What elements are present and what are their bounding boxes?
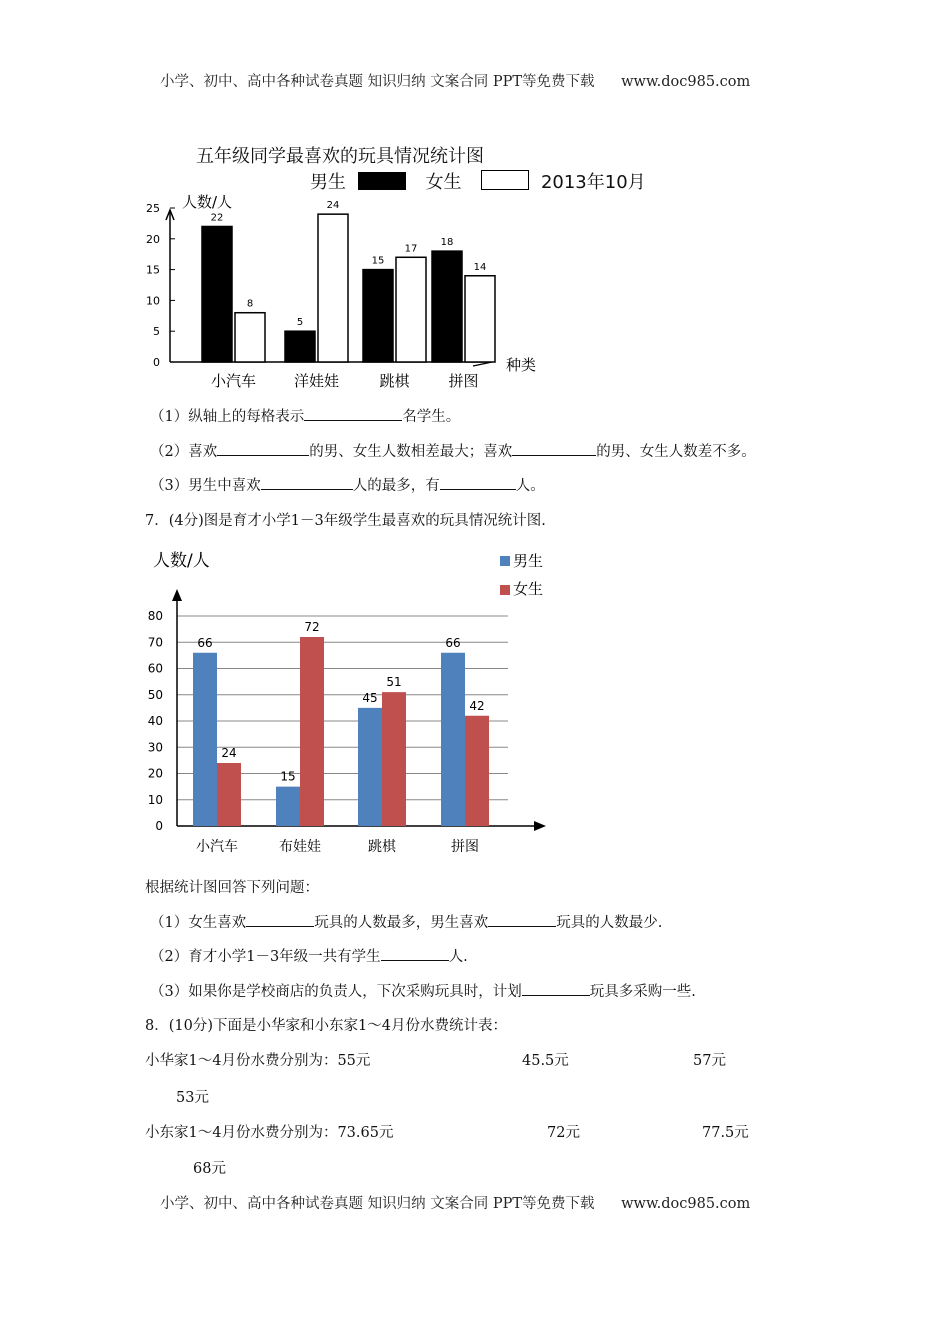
data-label: 24 [221, 746, 237, 760]
q6-part2 [150, 440, 756, 461]
y-tick-label: 15 [146, 263, 160, 277]
y-tick-label: 80 [147, 609, 163, 623]
bar [441, 653, 465, 826]
q6-p3-blank-2[interactable] [440, 475, 516, 490]
q8-xiaohua-v3: 57元 [693, 1053, 726, 1069]
bar [217, 763, 241, 826]
data-label: 66 [445, 635, 461, 650]
footer-text: 小学、初中、高中各种试卷真题 知识归纳 文案合同 PPT等免费下载 [160, 1196, 595, 1212]
category-label: 跳棋 [368, 839, 396, 855]
x-axis-label: 种类 [506, 356, 537, 374]
y-axis-arrow [172, 589, 182, 601]
y-tick-label: 5 [153, 325, 160, 339]
q7-p1-text-c: 玩具的人数最少. [556, 915, 663, 931]
q7-title: 7．(4分)图是育才小学1－3年级学生最喜欢的玩具情况统计图. [145, 513, 546, 529]
y-axis-label: 人数/人 [153, 551, 210, 571]
data-label: 15 [280, 769, 296, 784]
chart1-title: 五年级同学最喜欢的玩具情况统计图 [196, 146, 484, 167]
q7-p2-text-a: （2）育才小学1－3年级一共有学生 [150, 949, 381, 965]
y-tick-label: 0 [155, 819, 163, 833]
y-tick-label: 20 [147, 766, 163, 781]
legend-boys-swatch [500, 556, 510, 566]
category-label: 洋娃娃 [293, 372, 340, 390]
legend-girls-label: 女生 [513, 580, 544, 598]
q7-p1-blank-1[interactable] [246, 912, 314, 927]
q6-p1-text-a: （1）纵轴上的每格表示 [150, 409, 305, 425]
q7-p3-text-a: （3）如果你是学校商店的负责人，下次采购玩具时，计划 [150, 984, 522, 1000]
q7-intro: 根据统计图回答下列问题： [145, 880, 319, 896]
q7-p1-text-a: （1）女生喜欢 [150, 915, 247, 931]
y-tick-label: 60 [147, 661, 163, 676]
chart2 [140, 545, 560, 865]
category-label: 拼图 [448, 372, 479, 390]
data-label: 66 [197, 635, 213, 650]
data-label: 8 [246, 298, 254, 310]
q7-p1-text-b: 玩具的人数最多，男生喜欢 [314, 915, 489, 931]
data-label: 51 [386, 675, 402, 690]
q6-p1-blank[interactable] [304, 406, 402, 421]
q7-part2 [150, 945, 468, 966]
data-label: 22 [210, 212, 224, 224]
bar [432, 251, 462, 362]
y-tick-label: 50 [147, 687, 163, 702]
bar [193, 653, 217, 826]
q6-p3-blank-1[interactable] [261, 475, 353, 490]
bar [396, 257, 426, 362]
q8-xiaodong-label: 小东家1～4月份水费分别为：73.65元 [145, 1125, 394, 1141]
page-footer [160, 1192, 750, 1213]
legend-boys-label: 男生 [513, 552, 544, 570]
data-label: 15 [371, 255, 385, 267]
y-tick-label: 20 [146, 232, 160, 246]
bar [465, 716, 489, 826]
y-tick-label: 10 [146, 294, 160, 308]
q7-p2-text-b: 人. [448, 949, 468, 965]
category-label: 拼图 [451, 839, 479, 855]
q7-p2-blank[interactable] [381, 946, 449, 961]
category-label: 布娃娃 [279, 839, 321, 855]
y-tick-label: 25 [146, 202, 160, 215]
q6-part3 [150, 474, 545, 495]
bar [318, 214, 348, 362]
category-label: 小汽车 [196, 839, 238, 855]
page-header [160, 70, 750, 91]
q7-p3-blank[interactable] [522, 981, 590, 996]
bar [300, 637, 324, 826]
data-label: 45 [362, 690, 378, 705]
q6-p2-blank-2[interactable] [512, 441, 596, 456]
q8-xiaohua-v2: 45.5元 [522, 1053, 569, 1069]
q8-xiaohua-label: 小华家1～4月份水费分别为：55元 [145, 1053, 371, 1069]
data-label: 72 [304, 620, 320, 634]
q8-xiaohua-v4: 53元 [176, 1090, 209, 1106]
q7-p1-blank-2[interactable] [488, 912, 556, 927]
q6-p3-text-a: （3）男生中喜欢 [150, 478, 261, 494]
q7-part3 [150, 980, 696, 1001]
bar [363, 270, 393, 362]
bar [285, 331, 315, 362]
data-label: 17 [404, 243, 418, 255]
data-label: 24 [326, 200, 340, 212]
category-label: 跳棋 [379, 372, 410, 390]
y-axis-label: 人数/人 [182, 193, 233, 211]
q6-p1-text-b: 名学生。 [402, 409, 461, 425]
q6-p2-text-c: 的男、女生人数差不多。 [596, 444, 756, 460]
bar [358, 708, 382, 826]
legend-girls-swatch [500, 585, 510, 595]
q6-part1 [150, 405, 460, 426]
data-label: 42 [469, 698, 485, 713]
q7-part1 [150, 911, 662, 932]
q6-p2-blank-1[interactable] [217, 441, 309, 456]
y-tick-label: 0 [153, 356, 160, 369]
q6-p2-text-b: 的男、女生人数相差最大；喜欢 [309, 444, 513, 460]
chart1 [140, 186, 560, 396]
legend-date: 2013年10月 [540, 172, 646, 193]
category-label: 小汽车 [210, 372, 257, 390]
y-tick-label: 30 [147, 740, 163, 755]
q8-title: 8．(10分)下面是小华家和小东家1～4月份水费统计表： [145, 1018, 507, 1034]
header-text: 小学、初中、高中各种试卷真题 知识归纳 文案合同 PPT等免费下载 [160, 74, 595, 90]
q6-p3-text-b: 人的最多，有 [352, 478, 440, 494]
bar [382, 692, 406, 826]
bar [276, 787, 300, 826]
q6-p2-text-a: （2）喜欢 [150, 444, 218, 460]
y-tick-label: 40 [147, 714, 163, 728]
q7-p3-text-b: 玩具多采购一些. [589, 984, 696, 1000]
q8-xiaodong-v2: 72元 [547, 1125, 580, 1141]
footer-url: www.doc985.com [621, 1196, 751, 1212]
bar [465, 276, 495, 362]
legend-boys-label: 男生 [310, 172, 346, 193]
data-label: 5 [296, 317, 304, 329]
q8-xiaodong-v3: 77.5元 [702, 1125, 749, 1141]
header-url: www.doc985.com [621, 74, 751, 90]
legend-girls-label: 女生 [425, 172, 462, 193]
y-tick-label: 70 [147, 635, 163, 650]
data-label: 14 [473, 261, 487, 273]
bar [235, 313, 265, 362]
bar [202, 226, 232, 362]
q8-xiaodong-v4: 68元 [193, 1161, 226, 1177]
data-label: 18 [440, 237, 454, 249]
y-tick-label: 10 [147, 792, 163, 807]
q6-p3-text-c: 人。 [515, 478, 545, 494]
x-axis-arrow [534, 821, 546, 831]
